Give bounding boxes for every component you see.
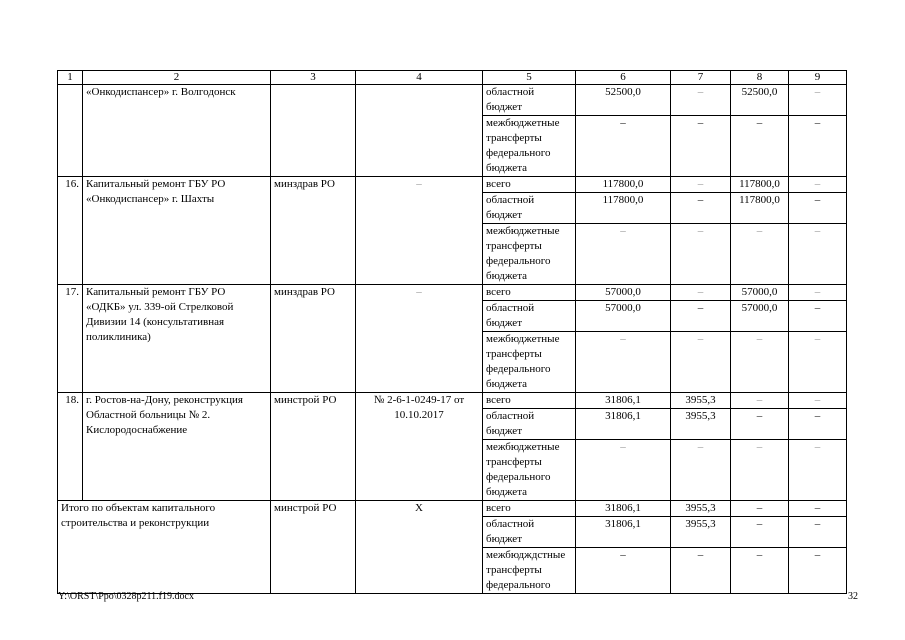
funding-source: межбюджетные трансферты федерального бюджета — [483, 440, 576, 501]
value-col-6: 31806,1 — [576, 501, 671, 517]
value-col-6: – — [576, 548, 671, 594]
value-col-7: – — [671, 177, 731, 193]
funding-source: областной бюджет — [483, 85, 576, 116]
column-number-row — [58, 71, 847, 85]
value-col-7: – — [671, 224, 731, 285]
value-col-9: – — [789, 285, 847, 301]
value-col-6: – — [576, 116, 671, 177]
value-col-7: – — [671, 548, 731, 594]
table-row — [58, 85, 847, 116]
value-col-6: – — [576, 440, 671, 501]
table-row — [58, 285, 847, 301]
document-ref — [356, 85, 483, 177]
total-row — [58, 501, 847, 517]
total-label: Итого по объектам капитального строительства и реконструкции — [58, 501, 271, 594]
value-col-6: – — [576, 224, 671, 285]
value-col-9: – — [789, 116, 847, 177]
column-number: 2 — [83, 71, 271, 85]
value-col-6: 57000,0 — [576, 285, 671, 301]
column-number: 9 — [789, 71, 847, 85]
value-col-7: 3955,3 — [671, 393, 731, 409]
column-number: 6 — [576, 71, 671, 85]
value-col-8: – — [731, 548, 789, 594]
value-col-9: – — [789, 332, 847, 393]
column-number: 3 — [271, 71, 356, 85]
value-col-7: – — [671, 332, 731, 393]
budget-table — [57, 70, 847, 594]
value-col-9: – — [789, 409, 847, 440]
funding-source: областной бюджет — [483, 409, 576, 440]
file-path: Y:\ORST\Ppo\0328p211.f19.docx — [58, 591, 194, 602]
value-col-7: 3955,3 — [671, 409, 731, 440]
value-col-9: – — [789, 224, 847, 285]
funding-source: межбюджетные трансферты федерального бюджета — [483, 116, 576, 177]
value-col-7: 3955,3 — [671, 517, 731, 548]
document-ref: – — [356, 285, 483, 393]
value-col-7: – — [671, 440, 731, 501]
table-row — [58, 393, 847, 409]
value-col-6: 117800,0 — [576, 177, 671, 193]
customer — [271, 85, 356, 177]
value-col-6: 31806,1 — [576, 409, 671, 440]
column-number: 7 — [671, 71, 731, 85]
row-number — [58, 85, 83, 177]
value-col-8: – — [731, 501, 789, 517]
value-col-9: – — [789, 85, 847, 116]
funding-source: всего — [483, 501, 576, 517]
value-col-7: – — [671, 193, 731, 224]
funding-source: межбюджетные трансферты федерального бюджета — [483, 224, 576, 285]
value-col-9: – — [789, 193, 847, 224]
value-col-6: 57000,0 — [576, 301, 671, 332]
funding-source: областной бюджет — [483, 517, 576, 548]
customer: минздрав РО — [271, 177, 356, 285]
value-col-8: 52500,0 — [731, 85, 789, 116]
value-col-7: – — [671, 301, 731, 332]
value-col-6: 52500,0 — [576, 85, 671, 116]
object-name: Капитальный ремонт ГБУ РО «Онкодиспансер» г. Шахты — [83, 177, 271, 285]
value-col-8: 57000,0 — [731, 285, 789, 301]
value-col-8: – — [731, 332, 789, 393]
table-body — [58, 85, 847, 594]
document-ref: № 2-6-1-0249-17 от 10.10.2017 — [356, 393, 483, 501]
funding-source: областной бюджет — [483, 193, 576, 224]
value-col-8: 57000,0 — [731, 301, 789, 332]
value-col-8: – — [731, 440, 789, 501]
value-col-7: – — [671, 285, 731, 301]
column-number: 1 — [58, 71, 83, 85]
value-col-9: – — [789, 501, 847, 517]
customer: минстрой РО — [271, 393, 356, 501]
value-col-7: – — [671, 85, 731, 116]
row-number: 18. — [58, 393, 83, 501]
value-col-8: 117800,0 — [731, 177, 789, 193]
object-name: «Онкодиспансер» г. Волгодонск — [83, 85, 271, 177]
row-number: 17. — [58, 285, 83, 393]
value-col-8: 117800,0 — [731, 193, 789, 224]
value-col-7: – — [671, 116, 731, 177]
column-number: 5 — [483, 71, 576, 85]
value-col-8: – — [731, 517, 789, 548]
document-ref: Х — [356, 501, 483, 594]
value-col-8: – — [731, 224, 789, 285]
value-col-6: – — [576, 332, 671, 393]
column-number: 4 — [356, 71, 483, 85]
value-col-8: – — [731, 409, 789, 440]
column-number: 8 — [731, 71, 789, 85]
object-name: Капитальный ремонт ГБУ РО «ОДКБ» ул. 339-ой Стрелковой Дивизии 14 (консультативная поликлиника) — [83, 285, 271, 393]
value-col-8: – — [731, 116, 789, 177]
value-col-9: – — [789, 301, 847, 332]
row-number: 16. — [58, 177, 83, 285]
value-col-7: 3955,3 — [671, 501, 731, 517]
funding-source: всего — [483, 393, 576, 409]
funding-source: всего — [483, 285, 576, 301]
funding-source: межбюдждстные трансферты федерального — [483, 548, 576, 594]
page-number: 32 — [848, 591, 858, 602]
value-col-8: – — [731, 393, 789, 409]
funding-source: всего — [483, 177, 576, 193]
value-col-6: 117800,0 — [576, 193, 671, 224]
value-col-6: 31806,1 — [576, 393, 671, 409]
object-name: г. Ростов-на-Дону, реконструкция Областной больницы № 2. Кислородоснабжение — [83, 393, 271, 501]
funding-source: межбюджетные трансферты федерального бюджета — [483, 332, 576, 393]
funding-source: областной бюджет — [483, 301, 576, 332]
value-col-9: – — [789, 440, 847, 501]
customer: минздрав РО — [271, 285, 356, 393]
value-col-9: – — [789, 548, 847, 594]
value-col-9: – — [789, 517, 847, 548]
table-row — [58, 177, 847, 193]
document-ref: – — [356, 177, 483, 285]
value-col-9: – — [789, 393, 847, 409]
value-col-6: 31806,1 — [576, 517, 671, 548]
customer: минстрой РО — [271, 501, 356, 594]
value-col-9: – — [789, 177, 847, 193]
